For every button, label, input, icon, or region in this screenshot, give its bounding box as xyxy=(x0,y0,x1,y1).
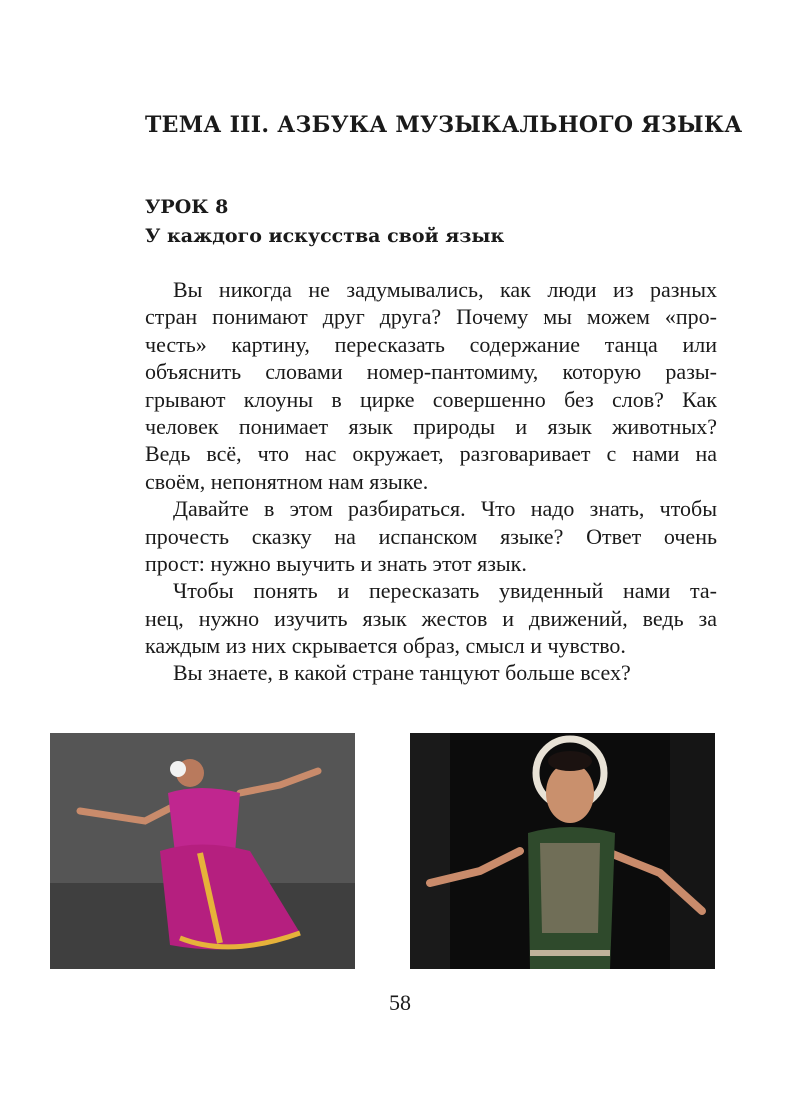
body-line: Давайте в этом разбираться. Что надо знать, чтобы xyxy=(173,496,717,522)
body-line: Вы знаете, в какой стране танцуют больше всех? xyxy=(173,660,631,686)
body-text xyxy=(145,276,717,687)
body-line: объяснить словами номер-пантомиму, которую разы- xyxy=(145,359,717,385)
body-line: Вы никогда не задумывались, как люди из разных xyxy=(173,277,717,302)
body-line: прост: нужно выучить и знать этот язык. xyxy=(145,550,527,576)
body-line: Ведь всё, что нас окружает, разговаривает с нами на xyxy=(145,441,717,467)
body-line: стран понимают друг друга? Почему мы можем «про- xyxy=(145,304,717,330)
body-line: грывают клоуны в цирке совершенно без слов? Как xyxy=(145,386,717,412)
lesson-number: УРОК 8 xyxy=(145,196,229,218)
body-line: каждым из них скрывается образ, смысл и чувство. xyxy=(145,633,626,659)
photo-dancer-left xyxy=(50,733,355,969)
body-line: своём, непонятном нам языке. xyxy=(145,468,429,494)
body-line: прочесть сказку на испанском языке? Ответ очень xyxy=(145,523,717,549)
body-line: нец, нужно изучить язык жестов и движений, ведь за xyxy=(145,605,717,631)
body-line: Чтобы понять и пересказать увиденный нами та- xyxy=(173,578,717,604)
lesson-title: У каждого искусства свой язык xyxy=(145,225,505,247)
chapter-title: ТЕМА III. АЗБУКА МУЗЫКАЛЬНОГО ЯЗЫКА xyxy=(145,112,743,138)
body-line: человек понимает язык природы и язык животных? xyxy=(145,413,717,439)
photo-dancer-right xyxy=(410,733,715,969)
page-number: 58 xyxy=(389,990,411,1015)
body-line: честь» картину, пересказать содержание танца или xyxy=(145,331,717,357)
